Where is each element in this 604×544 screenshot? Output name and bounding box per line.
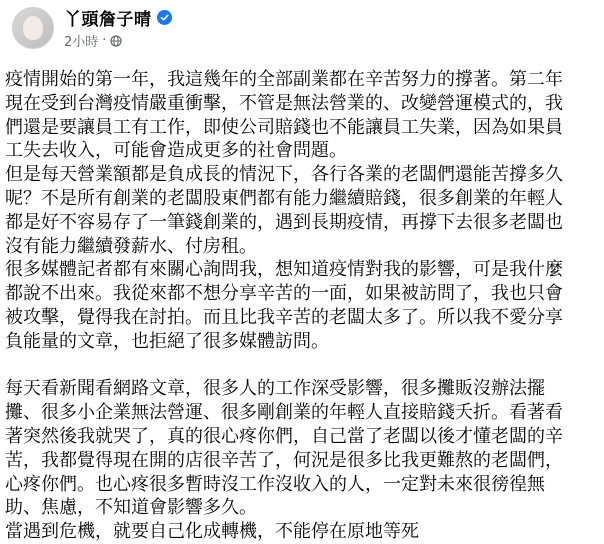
post-timestamp[interactable]: 2小時 [64, 35, 99, 50]
post-body [5, 68, 597, 544]
globe-icon[interactable] [110, 35, 122, 47]
post-paragraph-1: 疫情開始的第一年，我這幾年的全部副業都在辛苦努力的撐著。第二年 現在受到台灣疫情嚴重衝擊，不管是無法營業的、改變營運模式的，我 們還是要讓員工有工作，即使公司賠錢也不能讓員工失業，因為如果員 工失去收入，可能會造成更多的社會問題。 但是每天營業額都是負成長的情況下，各行各業的老闆們還能苦撐多久 呢？不是所有創業的老闆股東們都有能力繼續賠錢，很多創業的年輕人 都是好不容易存了一筆錢創業的，遇到長期疫情，再撐下去很多老闆也 沒有能力繼續發薪水、付房租。 很多媒體記者都有來關心詢問我，想知道疫情對我的影響，可是我什麼 都說不出來。我從來都不想分享辛苦的一面，如果被訪問了，我也只會 被攻擊，覺得我在討拍。而且比我辛苦的老闆太多了。所以我不愛分享 負能量的文章，也拒絕了很多媒體訪問。 [5, 69, 563, 352]
verified-badge-icon [157, 10, 172, 25]
post-meta [64, 6, 172, 50]
post-header [12, 6, 172, 50]
separator-dot: · [102, 33, 107, 48]
author-name[interactable]: 丫頭詹子晴 [64, 9, 152, 30]
post-subline [64, 31, 172, 50]
paragraph-gap [5, 354, 597, 378]
post-paragraph-2: 每天看新聞看網路文章，很多人的工作深受影響，很多攤販沒辦法擺 攤、很多小企業無法營運、很多剛創業的年輕人直接賠錢夭折。看著看 著突然後我就哭了，真的很心疼你們，自己當了老闆以後才懂老闆的辛 苦，我都覺得現在開的店很辛苦了，何況是很多比我更難熬的老闆們， 心疼你們。也心疼很多暫時沒工作沒收入的人，一定對未來很徬徨無 助、焦慮，不知道會影響多久。 當遇到危機，就要自己化成轉機，不能停在原地等死 [5, 378, 563, 543]
author-avatar[interactable] [12, 7, 54, 49]
author-row [64, 6, 172, 28]
